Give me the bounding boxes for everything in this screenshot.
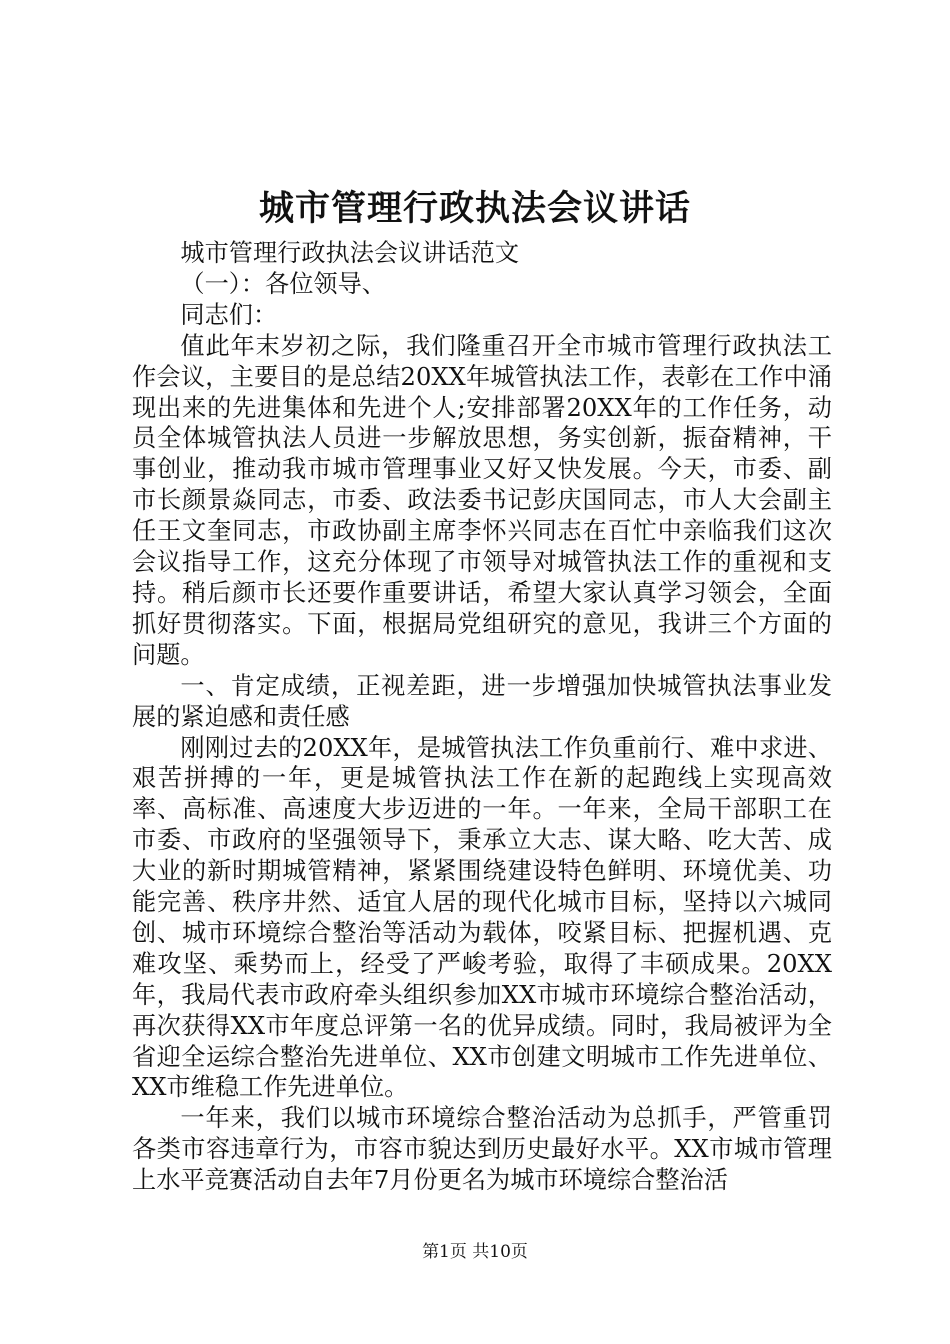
salutation-paragraph: （一）：各位领导、 <box>180 269 386 298</box>
body-paragraph: 一年来，我们以城市环境综合整治活动为总抓手，严管重罚各类市容违章行为，市容市貌达到历史最好水平。XX市城市管理上水平竞赛活动自去年7月份更名为城市环境综合整治活 <box>132 1104 832 1195</box>
page-number: 第1页 共10页 <box>422 1242 528 1262</box>
salutation-paragraph: 同志们： <box>180 300 278 329</box>
section-heading: 一、肯定成绩，正视差距，进一步增强加快城管执法事业发展的紧迫感和责任感 <box>132 671 832 731</box>
document-title: 城市管理行政执法会议讲话 <box>258 188 691 229</box>
body-paragraph: 刚刚过去的20XX年，是城管执法工作负重前行、难中求进、艰苦拼搏的一年，更是城管执法工作在新的起跑线上实现高效率、高标准、高速度大步迈进的一年。一年来，全局干部职工在市委、市政府的坚强领导下，秉承立大志、谋大略、吃大苦、成大业的新时期城管精神，紧紧围绕建设特色鲜明、环境优美、功能完善、秩序井然、适宜人居的现代化城市目标，坚持以六城同创、城市环境综合整治等活动为载体，咬紧目标、把握机遇、克难攻坚、乘势而上，经受了严峻考验，取得了丰硕成果。20XX年，我局代表市政府牵头组织参加XX市城市环境综合整治活动，再次获得XX市年度总评第一名的优异成绩。同时，我局被评为全省迎全运综合整治先进单位、XX市创建文明城市工作先进单位、XX市维稳工作先进单位。 <box>132 733 832 1102</box>
subtitle-paragraph: 城市管理行政执法会议讲话范文 <box>180 239 520 267</box>
body-paragraph: 值此年末岁初之际，我们隆重召开全市城市管理行政执法工作会议，主要目的是总结20XX年城管执法工作，表彰在工作中涌现出来的先进集体和先进个人;安排部署20XX年的工作任务，动员全体城管执法人员进一步解放思想，务实创新，振奋精神，干事创业，推动我市城市管理事业又好又快发展。今天，市委、副市长颜景焱同志，市委、政法委书记彭庆国同志，市人大会副主任王文奎同志，市政协副主席李怀兴同志在百忙中亲临我们这次会议指导工作，这充分体现了市领导对城管执法工作的重视和支持。稍后颜市长还要作重要讲话，希望大家认真学习领会，全面抓好贯彻落实。下面，根据局党组研究的意见，我讲三个方面的问题。 <box>132 331 832 669</box>
page-footer <box>0 1240 950 1264</box>
document-body <box>132 238 832 1196</box>
